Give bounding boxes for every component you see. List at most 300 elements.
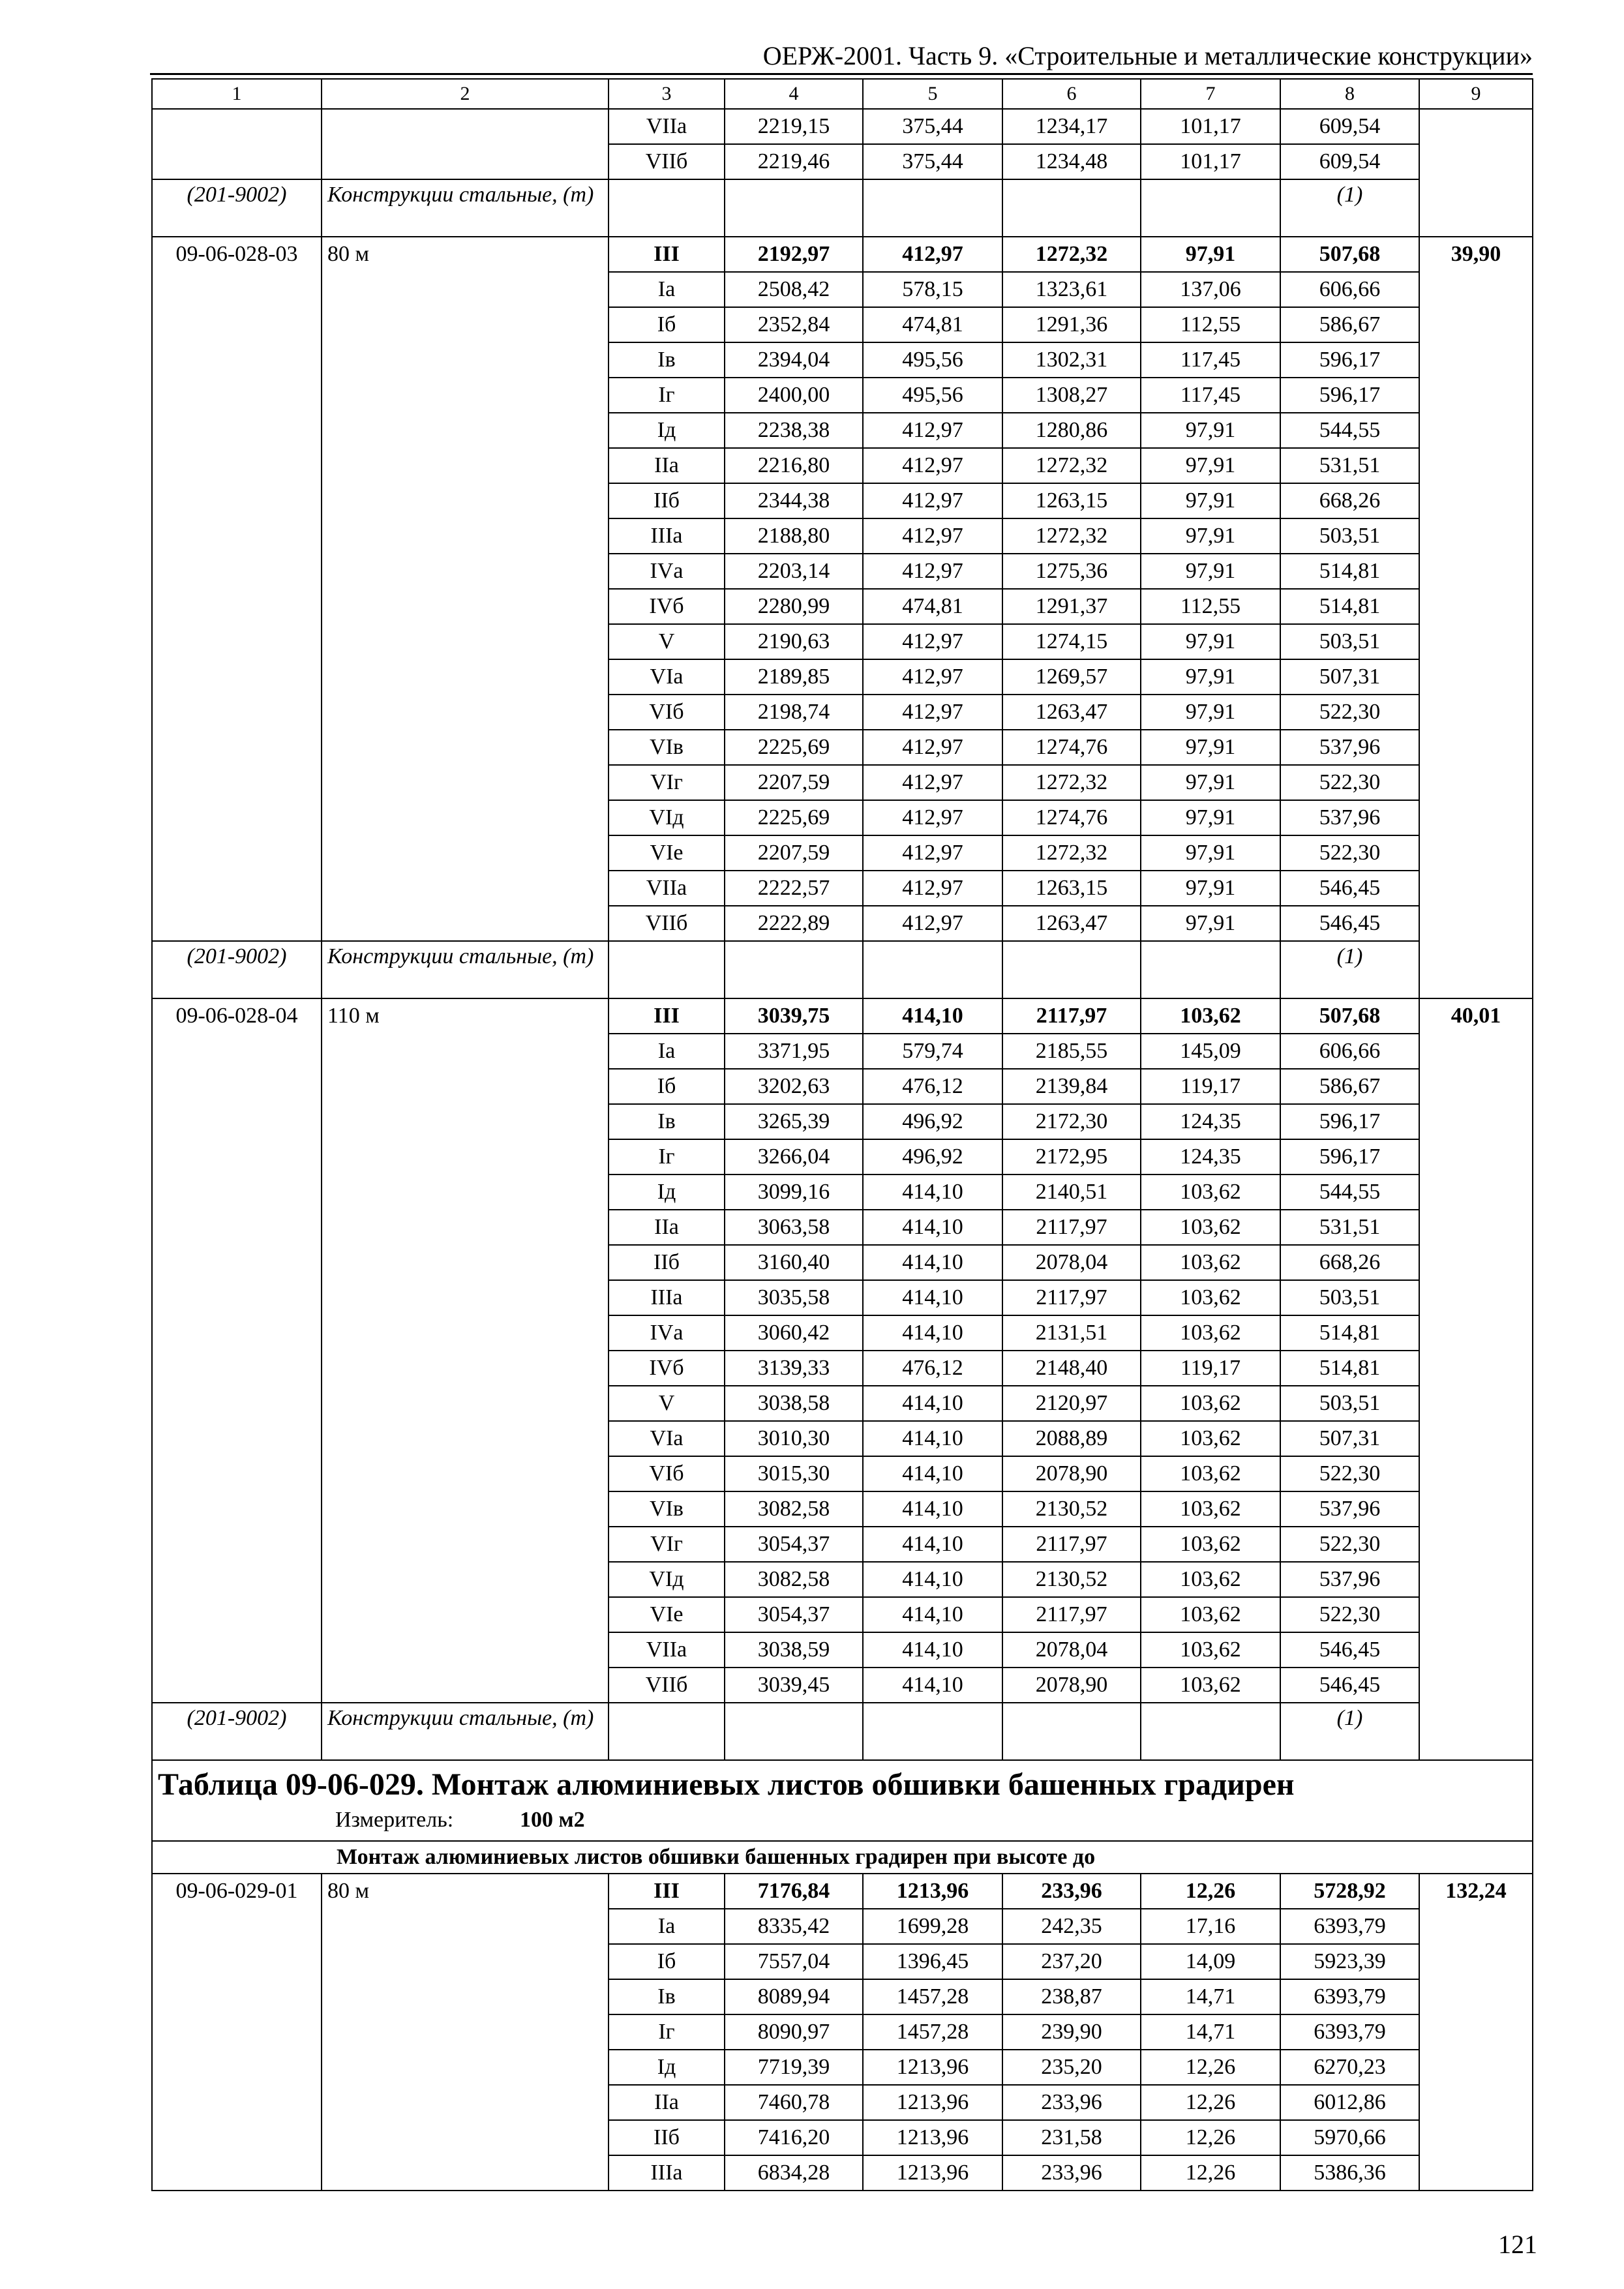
value-cell: 495,56 bbox=[863, 342, 1002, 378]
value-cell: 3039,45 bbox=[725, 1668, 863, 1703]
material-quantity: (1) bbox=[1280, 1703, 1419, 1760]
value-cell: 503,51 bbox=[1280, 624, 1419, 659]
value-cell: 3139,33 bbox=[725, 1351, 863, 1386]
value-cell: 103,62 bbox=[1141, 1174, 1280, 1210]
empty-cell bbox=[1002, 941, 1141, 998]
value-cell: 2216,80 bbox=[725, 448, 863, 483]
value-cell: 412,97 bbox=[863, 448, 1002, 483]
value-cell: 474,81 bbox=[863, 307, 1002, 342]
value-cell: 2508,42 bbox=[725, 272, 863, 307]
value-cell: 1272,32 bbox=[1002, 518, 1141, 554]
value-cell: 537,96 bbox=[1280, 800, 1419, 835]
value-cell: 2394,04 bbox=[725, 342, 863, 378]
region-zone: VIв bbox=[609, 730, 725, 765]
value-cell: 103,62 bbox=[1141, 1456, 1280, 1491]
value-cell: 668,26 bbox=[1280, 483, 1419, 518]
value-cell: 1213,96 bbox=[863, 1874, 1002, 1909]
rate-code: 09-06-028-03 bbox=[152, 237, 322, 941]
value-cell: 522,30 bbox=[1280, 695, 1419, 730]
value-cell: 2078,90 bbox=[1002, 1668, 1141, 1703]
value-cell: 12,26 bbox=[1141, 2120, 1280, 2155]
value-cell: 514,81 bbox=[1280, 1315, 1419, 1351]
region-zone: Iд bbox=[609, 1174, 725, 1210]
value-cell: 6012,86 bbox=[1280, 2085, 1419, 2120]
value-cell: 97,91 bbox=[1141, 906, 1280, 941]
value-cell: 412,97 bbox=[863, 835, 1002, 871]
value-cell: 14,71 bbox=[1141, 1979, 1280, 2014]
value-cell: 8089,94 bbox=[725, 1979, 863, 2014]
material-code: (201-9002) bbox=[152, 1703, 322, 1760]
value-cell: 2130,52 bbox=[1002, 1491, 1141, 1527]
value-cell: 119,17 bbox=[1141, 1069, 1280, 1104]
value-cell: 414,10 bbox=[863, 1245, 1002, 1280]
value-cell: 596,17 bbox=[1280, 1139, 1419, 1174]
region-zone: VIб bbox=[609, 1456, 725, 1491]
region-zone: V bbox=[609, 1386, 725, 1421]
work-name: 80 м bbox=[322, 237, 609, 941]
value-cell: 507,68 bbox=[1280, 998, 1419, 1034]
table-row bbox=[152, 237, 1533, 272]
material-name: Конструкции стальные, (т) bbox=[322, 941, 609, 998]
value-cell: 546,45 bbox=[1280, 906, 1419, 941]
region-zone: Iв bbox=[609, 1979, 725, 2014]
table-row bbox=[152, 1841, 1533, 1874]
value-cell: 6393,79 bbox=[1280, 1979, 1419, 2014]
region-zone: IIб bbox=[609, 483, 725, 518]
value-cell: 514,81 bbox=[1280, 589, 1419, 624]
region-zone: VIIб bbox=[609, 144, 725, 179]
value-cell: 3038,59 bbox=[725, 1632, 863, 1668]
value-cell: 1457,28 bbox=[863, 2014, 1002, 2050]
region-zone: VIа bbox=[609, 659, 725, 695]
value-cell: 3035,58 bbox=[725, 1280, 863, 1315]
value-cell: 2400,00 bbox=[725, 378, 863, 413]
value-cell: 97,91 bbox=[1141, 624, 1280, 659]
value-cell: 97,91 bbox=[1141, 871, 1280, 906]
region-zone: IVб bbox=[609, 1351, 725, 1386]
region-zone: VIд bbox=[609, 800, 725, 835]
value-cell: 5970,66 bbox=[1280, 2120, 1419, 2155]
value-cell: 7460,78 bbox=[725, 2085, 863, 2120]
column-number: 6 bbox=[1002, 79, 1141, 109]
value-cell: 2078,90 bbox=[1002, 1456, 1141, 1491]
value-cell: 112,55 bbox=[1141, 307, 1280, 342]
value-cell: 14,71 bbox=[1141, 2014, 1280, 2050]
value-cell: 2222,57 bbox=[725, 871, 863, 906]
value-cell: 522,30 bbox=[1280, 1597, 1419, 1632]
value-cell: 412,97 bbox=[863, 554, 1002, 589]
page-number: 121 bbox=[1498, 2230, 1537, 2259]
value-cell: 2088,89 bbox=[1002, 1421, 1141, 1456]
value-cell: 412,97 bbox=[863, 800, 1002, 835]
value-cell: 412,97 bbox=[863, 765, 1002, 800]
value-cell: 2117,97 bbox=[1002, 1597, 1141, 1632]
region-zone: IVб bbox=[609, 589, 725, 624]
value-cell: 596,17 bbox=[1280, 378, 1419, 413]
value-cell: 507,31 bbox=[1280, 659, 1419, 695]
region-zone: VIIа bbox=[609, 1632, 725, 1668]
value-cell: 238,87 bbox=[1002, 1979, 1141, 2014]
value-cell: 103,62 bbox=[1141, 1527, 1280, 1562]
region-zone: IIа bbox=[609, 2085, 725, 2120]
value-cell: 412,97 bbox=[863, 871, 1002, 906]
value-cell: 101,17 bbox=[1141, 109, 1280, 144]
value-cell: 137,06 bbox=[1141, 272, 1280, 307]
region-zone: VIб bbox=[609, 695, 725, 730]
region-zone: Iа bbox=[609, 1909, 725, 1944]
value-cell: 3054,37 bbox=[725, 1597, 863, 1632]
rates-table bbox=[151, 78, 1533, 2191]
value-cell: 537,96 bbox=[1280, 1562, 1419, 1597]
value-cell: 97,91 bbox=[1141, 483, 1280, 518]
value-cell: 522,30 bbox=[1280, 1456, 1419, 1491]
value-cell: 2219,46 bbox=[725, 144, 863, 179]
region-zone: VIг bbox=[609, 765, 725, 800]
value-cell: 414,10 bbox=[863, 998, 1002, 1034]
value-cell: 2139,84 bbox=[1002, 1069, 1141, 1104]
value-cell: 412,97 bbox=[863, 730, 1002, 765]
table-row bbox=[152, 109, 1533, 144]
value-cell: 414,10 bbox=[863, 1280, 1002, 1315]
work-name: 80 м bbox=[322, 1874, 609, 2191]
value-cell: 242,35 bbox=[1002, 1909, 1141, 1944]
value-cell: 546,45 bbox=[1280, 1668, 1419, 1703]
value-cell: 531,51 bbox=[1280, 448, 1419, 483]
labor-total-empty bbox=[1419, 109, 1533, 237]
value-cell: 103,62 bbox=[1141, 1632, 1280, 1668]
value-cell: 2189,85 bbox=[725, 659, 863, 695]
value-cell: 2078,04 bbox=[1002, 1632, 1141, 1668]
material-code: (201-9002) bbox=[152, 941, 322, 998]
region-zone: VIIа bbox=[609, 871, 725, 906]
region-zone: IIIа bbox=[609, 518, 725, 554]
value-cell: 1272,32 bbox=[1002, 765, 1141, 800]
value-cell: 414,10 bbox=[863, 1632, 1002, 1668]
region-zone: IIб bbox=[609, 2120, 725, 2155]
value-cell: 522,30 bbox=[1280, 835, 1419, 871]
value-cell: 7719,39 bbox=[725, 2050, 863, 2085]
value-cell: 375,44 bbox=[863, 109, 1002, 144]
region-zone: VIв bbox=[609, 1491, 725, 1527]
region-zone: VIе bbox=[609, 1597, 725, 1632]
document-header: ОЕРЖ-2001. Часть 9. «Строительные и металлические конструкции» bbox=[762, 41, 1533, 70]
value-cell: 2117,97 bbox=[1002, 998, 1141, 1034]
value-cell: 97,91 bbox=[1141, 237, 1280, 272]
empty-cell bbox=[1141, 1703, 1280, 1760]
table-row bbox=[152, 79, 1533, 109]
region-zone: Iб bbox=[609, 1944, 725, 1979]
value-cell: 2120,97 bbox=[1002, 1386, 1141, 1421]
value-cell: 2207,59 bbox=[725, 765, 863, 800]
value-cell: 1274,15 bbox=[1002, 624, 1141, 659]
labor-total: 132,24 bbox=[1419, 1874, 1533, 2191]
table-row bbox=[152, 1703, 1533, 1760]
region-zone: III bbox=[609, 237, 725, 272]
value-cell: 119,17 bbox=[1141, 1351, 1280, 1386]
value-cell: 474,81 bbox=[863, 589, 1002, 624]
value-cell: 103,62 bbox=[1141, 1210, 1280, 1245]
column-number: 2 bbox=[322, 79, 609, 109]
value-cell: 14,09 bbox=[1141, 1944, 1280, 1979]
value-cell: 2117,97 bbox=[1002, 1280, 1141, 1315]
value-cell: 2117,97 bbox=[1002, 1210, 1141, 1245]
table-row bbox=[152, 1806, 1533, 1841]
value-cell: 596,17 bbox=[1280, 1104, 1419, 1139]
region-zone: Iд bbox=[609, 2050, 725, 2085]
value-cell: 514,81 bbox=[1280, 554, 1419, 589]
value-cell: 124,35 bbox=[1141, 1104, 1280, 1139]
value-cell: 97,91 bbox=[1141, 730, 1280, 765]
value-cell: 507,68 bbox=[1280, 237, 1419, 272]
region-zone: Iд bbox=[609, 413, 725, 448]
material-quantity: (1) bbox=[1280, 941, 1419, 998]
value-cell: 2172,95 bbox=[1002, 1139, 1141, 1174]
value-cell: 117,45 bbox=[1141, 378, 1280, 413]
value-cell: 5386,36 bbox=[1280, 2155, 1419, 2191]
column-number: 1 bbox=[152, 79, 322, 109]
region-zone: Iб bbox=[609, 307, 725, 342]
value-cell: 412,97 bbox=[863, 624, 1002, 659]
region-zone: Iв bbox=[609, 1104, 725, 1139]
value-cell: 1457,28 bbox=[863, 1979, 1002, 2014]
region-zone: Iб bbox=[609, 1069, 725, 1104]
value-cell: 414,10 bbox=[863, 1386, 1002, 1421]
value-cell: 1302,31 bbox=[1002, 342, 1141, 378]
value-cell: 414,10 bbox=[863, 1527, 1002, 1562]
column-number: 3 bbox=[609, 79, 725, 109]
empty-cell bbox=[1141, 179, 1280, 237]
empty-cell bbox=[863, 179, 1002, 237]
rate-code: 09-06-028-04 bbox=[152, 998, 322, 1703]
value-cell: 103,62 bbox=[1141, 1668, 1280, 1703]
value-cell: 1263,47 bbox=[1002, 906, 1141, 941]
value-cell: 2225,69 bbox=[725, 730, 863, 765]
empty-cell bbox=[609, 1703, 725, 1760]
value-cell: 503,51 bbox=[1280, 518, 1419, 554]
value-cell: 1213,96 bbox=[863, 2120, 1002, 2155]
value-cell: 97,91 bbox=[1141, 835, 1280, 871]
value-cell: 609,54 bbox=[1280, 144, 1419, 179]
rate-code-empty bbox=[152, 109, 322, 179]
value-cell: 97,91 bbox=[1141, 518, 1280, 554]
value-cell: 2198,74 bbox=[725, 695, 863, 730]
value-cell: 606,66 bbox=[1280, 1034, 1419, 1069]
empty-cell bbox=[725, 1703, 863, 1760]
value-cell: 2140,51 bbox=[1002, 1174, 1141, 1210]
value-cell: 103,62 bbox=[1141, 1315, 1280, 1351]
value-cell: 412,97 bbox=[863, 695, 1002, 730]
value-cell: 97,91 bbox=[1141, 554, 1280, 589]
value-cell: 12,26 bbox=[1141, 2085, 1280, 2120]
value-cell: 1263,15 bbox=[1002, 483, 1141, 518]
value-cell: 145,09 bbox=[1141, 1034, 1280, 1069]
column-number: 7 bbox=[1141, 79, 1280, 109]
region-zone: IIб bbox=[609, 1245, 725, 1280]
rate-code: 09-06-029-01 bbox=[152, 1874, 322, 2191]
value-cell: 1308,27 bbox=[1002, 378, 1141, 413]
value-cell: 103,62 bbox=[1141, 1245, 1280, 1280]
region-zone: Iг bbox=[609, 378, 725, 413]
value-cell: 97,91 bbox=[1141, 659, 1280, 695]
value-cell: 578,15 bbox=[863, 272, 1002, 307]
value-cell: 2238,38 bbox=[725, 413, 863, 448]
value-cell: 2117,97 bbox=[1002, 1527, 1141, 1562]
labor-total: 40,01 bbox=[1419, 998, 1533, 1760]
value-cell: 231,58 bbox=[1002, 2120, 1141, 2155]
empty-cell bbox=[1002, 179, 1141, 237]
region-zone: Iг bbox=[609, 2014, 725, 2050]
column-number: 5 bbox=[863, 79, 1002, 109]
value-cell: 3202,63 bbox=[725, 1069, 863, 1104]
value-cell: 2225,69 bbox=[725, 800, 863, 835]
value-cell: 606,66 bbox=[1280, 272, 1419, 307]
region-zone: VIе bbox=[609, 835, 725, 871]
value-cell: 1213,96 bbox=[863, 2050, 1002, 2085]
empty-cell bbox=[863, 1703, 1002, 1760]
value-cell: 101,17 bbox=[1141, 144, 1280, 179]
value-cell: 12,26 bbox=[1141, 2050, 1280, 2085]
value-cell: 514,81 bbox=[1280, 1351, 1419, 1386]
empty-cell bbox=[1141, 941, 1280, 998]
value-cell: 3039,75 bbox=[725, 998, 863, 1034]
value-cell: 2078,04 bbox=[1002, 1245, 1141, 1280]
value-cell: 12,26 bbox=[1141, 1874, 1280, 1909]
table-body bbox=[152, 79, 1533, 2191]
value-cell: 97,91 bbox=[1141, 413, 1280, 448]
value-cell: 2219,15 bbox=[725, 109, 863, 144]
region-zone: VIIб bbox=[609, 1668, 725, 1703]
table-row bbox=[152, 998, 1533, 1034]
region-zone: V bbox=[609, 624, 725, 659]
value-cell: 2130,52 bbox=[1002, 1562, 1141, 1597]
region-zone: IIIа bbox=[609, 1280, 725, 1315]
region-zone: IIIа bbox=[609, 2155, 725, 2191]
value-cell: 412,97 bbox=[863, 413, 1002, 448]
value-cell: 414,10 bbox=[863, 1210, 1002, 1245]
value-cell: 2172,30 bbox=[1002, 1104, 1141, 1139]
value-cell: 117,45 bbox=[1141, 342, 1280, 378]
value-cell: 1213,96 bbox=[863, 2155, 1002, 2191]
region-zone: IIа bbox=[609, 448, 725, 483]
value-cell: 412,97 bbox=[863, 483, 1002, 518]
region-zone: IVа bbox=[609, 554, 725, 589]
value-cell: 414,10 bbox=[863, 1668, 1002, 1703]
region-zone: VIг bbox=[609, 1527, 725, 1562]
value-cell: 3099,16 bbox=[725, 1174, 863, 1210]
value-cell: 2222,89 bbox=[725, 906, 863, 941]
value-cell: 414,10 bbox=[863, 1562, 1002, 1597]
value-cell: 103,62 bbox=[1141, 998, 1280, 1034]
material-quantity: (1) bbox=[1280, 179, 1419, 237]
value-cell: 3265,39 bbox=[725, 1104, 863, 1139]
value-cell: 414,10 bbox=[863, 1456, 1002, 1491]
value-cell: 8335,42 bbox=[725, 1909, 863, 1944]
value-cell: 233,96 bbox=[1002, 1874, 1141, 1909]
region-zone: Iв bbox=[609, 342, 725, 378]
region-zone: Iа bbox=[609, 1034, 725, 1069]
value-cell: 414,10 bbox=[863, 1174, 1002, 1210]
value-cell: 233,96 bbox=[1002, 2085, 1141, 2120]
material-name: Конструкции стальные, (т) bbox=[322, 179, 609, 237]
value-cell: 103,62 bbox=[1141, 1597, 1280, 1632]
value-cell: 7557,04 bbox=[725, 1944, 863, 1979]
region-zone: IIа bbox=[609, 1210, 725, 1245]
value-cell: 531,51 bbox=[1280, 1210, 1419, 1245]
value-cell: 1272,32 bbox=[1002, 835, 1141, 871]
value-cell: 586,67 bbox=[1280, 1069, 1419, 1104]
value-cell: 1275,36 bbox=[1002, 554, 1141, 589]
table-title: Таблица 09-06-029. Монтаж алюминиевых листов обшивки башенных градирен bbox=[152, 1760, 1533, 1806]
empty-cell bbox=[863, 941, 1002, 998]
value-cell: 237,20 bbox=[1002, 1944, 1141, 1979]
value-cell: 2207,59 bbox=[725, 835, 863, 871]
header-rule bbox=[150, 73, 1533, 75]
value-cell: 375,44 bbox=[863, 144, 1002, 179]
value-cell: 596,17 bbox=[1280, 342, 1419, 378]
value-cell: 103,62 bbox=[1141, 1562, 1280, 1597]
value-cell: 476,12 bbox=[863, 1069, 1002, 1104]
value-cell: 1234,48 bbox=[1002, 144, 1141, 179]
table-measure bbox=[152, 1806, 1533, 1841]
value-cell: 17,16 bbox=[1141, 1909, 1280, 1944]
value-cell: 414,10 bbox=[863, 1315, 1002, 1351]
value-cell: 412,97 bbox=[863, 237, 1002, 272]
value-cell: 1291,37 bbox=[1002, 589, 1141, 624]
value-cell: 414,10 bbox=[863, 1597, 1002, 1632]
value-cell: 2192,97 bbox=[725, 237, 863, 272]
empty-cell bbox=[725, 179, 863, 237]
value-cell: 103,62 bbox=[1141, 1386, 1280, 1421]
value-cell: 1263,15 bbox=[1002, 871, 1141, 906]
region-zone: IVа bbox=[609, 1315, 725, 1351]
value-cell: 503,51 bbox=[1280, 1280, 1419, 1315]
value-cell: 546,45 bbox=[1280, 1632, 1419, 1668]
value-cell: 1263,47 bbox=[1002, 695, 1141, 730]
labor-total: 39,90 bbox=[1419, 237, 1533, 998]
value-cell: 522,30 bbox=[1280, 765, 1419, 800]
region-zone: III bbox=[609, 1874, 725, 1909]
value-cell: 1274,76 bbox=[1002, 730, 1141, 765]
value-cell: 3010,30 bbox=[725, 1421, 863, 1456]
empty-cell bbox=[609, 941, 725, 998]
value-cell: 5923,39 bbox=[1280, 1944, 1419, 1979]
value-cell: 6393,79 bbox=[1280, 1909, 1419, 1944]
value-cell: 609,54 bbox=[1280, 109, 1419, 144]
value-cell: 579,74 bbox=[863, 1034, 1002, 1069]
value-cell: 7176,84 bbox=[725, 1874, 863, 1909]
value-cell: 412,97 bbox=[863, 659, 1002, 695]
value-cell: 412,97 bbox=[863, 906, 1002, 941]
value-cell: 5728,92 bbox=[1280, 1874, 1419, 1909]
value-cell: 1396,45 bbox=[863, 1944, 1002, 1979]
region-zone: VIд bbox=[609, 1562, 725, 1597]
value-cell: 414,10 bbox=[863, 1491, 1002, 1527]
value-cell: 124,35 bbox=[1141, 1139, 1280, 1174]
empty-cell bbox=[725, 941, 863, 998]
measure-label: Измеритель: bbox=[335, 1808, 454, 1832]
value-cell: 537,96 bbox=[1280, 1491, 1419, 1527]
region-zone: III bbox=[609, 998, 725, 1034]
value-cell: 103,62 bbox=[1141, 1491, 1280, 1527]
value-cell: 233,96 bbox=[1002, 2155, 1141, 2191]
region-zone: Iг bbox=[609, 1139, 725, 1174]
value-cell: 522,30 bbox=[1280, 1527, 1419, 1562]
value-cell: 235,20 bbox=[1002, 2050, 1141, 2085]
value-cell: 97,91 bbox=[1141, 765, 1280, 800]
value-cell: 2185,55 bbox=[1002, 1034, 1141, 1069]
value-cell: 1274,76 bbox=[1002, 800, 1141, 835]
work-name-empty bbox=[322, 109, 609, 179]
